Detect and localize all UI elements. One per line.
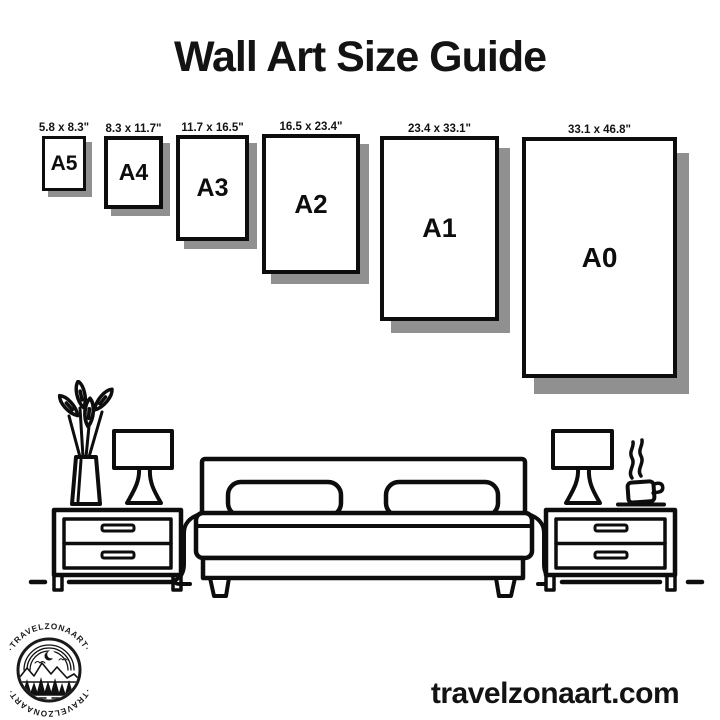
- size-dimensions-label: 8.3 x 11.7": [105, 123, 162, 135]
- size-rect-a5: [38, 122, 90, 191]
- size-code-label: A3: [196, 173, 229, 202]
- size-code-label: A5: [50, 151, 78, 175]
- bed-leg-icon: [496, 578, 515, 596]
- size-rect-a0: [522, 124, 677, 378]
- size-rect-a4: [104, 123, 163, 209]
- table-lamp-left-icon: [114, 431, 172, 503]
- nightstand-left-icon: [54, 510, 181, 590]
- logo-text-bottom: ·TRAVELZONAART·: [5, 687, 93, 720]
- size-dimensions-label: 11.7 x 16.5": [181, 122, 244, 134]
- size-dimensions-label: 23.4 x 33.1": [407, 123, 472, 135]
- steam-icon: [630, 442, 633, 478]
- size-code-label: A0: [581, 241, 618, 273]
- steam-icon: [639, 440, 642, 476]
- page-title: Wall Art Size Guide: [173, 33, 547, 81]
- travelzonaart-logo: [2, 616, 98, 720]
- size-rect-a2: [262, 121, 360, 274]
- size-dimensions-label: 5.8 x 8.3": [38, 122, 90, 134]
- bed-leg-icon: [210, 578, 229, 596]
- logo-text-top: ·TRAVELZONAART·: [5, 620, 93, 653]
- size-code-label: A4: [118, 159, 149, 185]
- website-url: travelzonaart.com: [430, 677, 680, 710]
- size-code-label: A2: [294, 188, 328, 219]
- size-dimensions-label: 16.5 x 23.4": [279, 121, 343, 133]
- bedroom-scene-illustration: [0, 380, 720, 610]
- vase-plant-icon: [57, 380, 115, 504]
- nightstand-right-icon: [546, 510, 675, 590]
- size-code-label: A1: [422, 213, 457, 243]
- bed-icon: [175, 459, 553, 596]
- size-rect-a1: [380, 123, 499, 321]
- size-dimensions-label: 33.1 x 46.8": [567, 124, 632, 136]
- size-rect-a3: [176, 122, 249, 241]
- coffee-cup-icon: [618, 440, 664, 505]
- table-lamp-right-icon: [553, 431, 612, 503]
